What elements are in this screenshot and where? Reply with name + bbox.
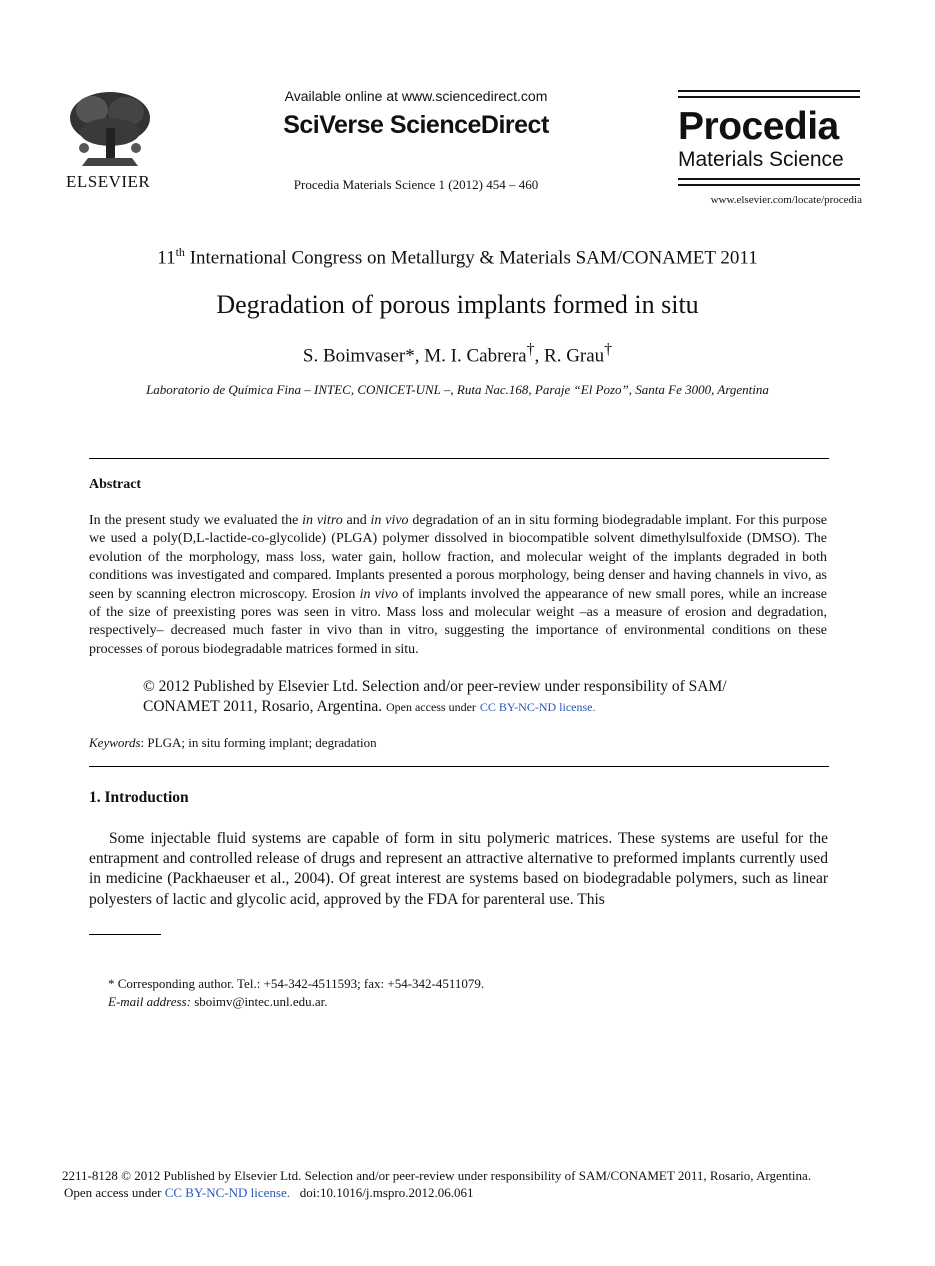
- doi-text[interactable]: doi:10.1016/j.mspro.2012.06.061: [299, 1185, 474, 1200]
- abstract-text: degradation of an in situ forming biodegradable implant. For this purpose we used a poly(D,L-lactide-co-glycolide) (PLGA) polymer dissolved in biocompatible solvent dimethylsulfoxide (DMSO). The evolution of the morphology, mass loss, water gain, hollow fraction, and molecular weight of the implants degraded in both conditions was investigated and compared. Implants presented a porous morphology, being denser and having channels in vivo, as seen by scanning electron microscopy. Erosion: [89, 513, 827, 602]
- abstract-italic: in vivo: [359, 586, 398, 602]
- footnote-email: [108, 994, 327, 1010]
- footer-issn-copyright: 2211-8128 © 2012 Published by Elsevier Ltd. Selection and/or peer-review under responsibility of SAM/CONAMET 2011, Rosario, Argentina.: [62, 1168, 812, 1183]
- elsevier-wordmark: ELSEVIER: [66, 172, 151, 191]
- footer-license-link[interactable]: CC BY-NC-ND license.: [164, 1185, 291, 1200]
- procedia-subtitle: Materials Science: [678, 148, 844, 171]
- keywords-text: : PLGA; in situ forming implant; degradation: [140, 735, 377, 750]
- congress-ordinal: th: [175, 245, 185, 259]
- keywords-label: Keywords: [89, 735, 141, 750]
- procedia-bottom-rule-2: [678, 184, 860, 186]
- footer-open-access: Open access under: [64, 1185, 162, 1200]
- copyright-notice: [143, 677, 803, 717]
- abstract-text: In the present study we evaluated the: [89, 513, 303, 528]
- available-online-text: Available online at www.sciencedirect.com: [284, 88, 548, 104]
- abstract-top-rule: [89, 458, 829, 459]
- abstract-bottom-rule: [89, 766, 829, 767]
- abstract-body: [89, 512, 827, 659]
- congress-number: 11: [157, 247, 176, 269]
- procedia-url: www.elsevier.com/locate/procedia: [710, 194, 862, 206]
- affiliation: Laboratorio de Química Fina – INTEC, CONICET-UNL –, Ruta Nac.168, Paraje “El Pozo”, Santa Fe 3000, Argentina: [146, 382, 769, 397]
- footnote-corresponding-author: * Corresponding author. Tel.: +54-342-4511593; fax: +54-342-4511079.: [108, 976, 485, 991]
- procedia-logo: [678, 90, 860, 186]
- journal-reference: Procedia Materials Science 1 (2012) 454 – 460: [293, 177, 539, 192]
- sciverse-sciencedirect-logo: SciVerse ScienceDirect: [283, 111, 549, 139]
- congress-name: [0, 245, 915, 269]
- dagger-mark: †: [604, 341, 613, 358]
- license-link[interactable]: CC BY-NC-ND license.: [479, 700, 596, 714]
- footer-license-doi: [64, 1185, 473, 1201]
- congress-title: International Congress on Metallurgy & Materials SAM/CONAMET 2011: [184, 247, 758, 269]
- footnote-rule: [89, 934, 161, 935]
- abstract-italic: in vitro: [302, 513, 343, 528]
- abstract-italic: in vivo: [370, 513, 409, 528]
- section-heading-introduction: 1. Introduction: [89, 789, 189, 806]
- keywords: [89, 735, 377, 751]
- author-list: [0, 341, 915, 367]
- authors-last: , R. Grau: [534, 345, 605, 367]
- abstract-text: and: [342, 513, 371, 528]
- procedia-name: Procedia: [678, 105, 839, 148]
- procedia-top-rule-2: [678, 96, 860, 98]
- paper-title: Degradation of porous implants formed in situ: [216, 290, 699, 319]
- dagger-mark: †: [526, 341, 535, 358]
- email-label: E-mail address:: [108, 994, 191, 1009]
- authors-first: S. Boimvaser*, M. I. Cabrera: [302, 345, 527, 367]
- introduction-paragraph: Some injectable fluid systems are capable of form in situ polymeric matrices. These systems are useful for the entrapment and controlled release of drugs and represent an attractive alternative to preformed implants currently used in medicine (Packhaeuser et al., 2004). Of great interest are systems based on biodegradable polymers, such as linear polyesters of lactic and glycolic acid, approved by the FDA for parenteral use. This: [89, 830, 828, 908]
- procedia-top-rule: [678, 90, 860, 92]
- abstract-heading: Abstract: [89, 477, 142, 492]
- abstract-text: of implants involved the appearance of new small pores, while an increase of the size of preexisting pores was seen in vitro. Mass loss and molecular weight –as a measure of erosion and degradation, respectively– decreased much faster in vivo than in vitro, suggesting the importance of environmental conditions on these processes of porous biodegradable matrices formed in situ.: [89, 586, 827, 657]
- open-access-label: Open access under: [385, 700, 476, 714]
- procedia-bottom-rule: [678, 178, 860, 180]
- email-address[interactable]: sboimv@intec.unl.edu.ar.: [190, 994, 328, 1009]
- copyright-text: © 2012 Published by Elsevier Ltd. Selection and/or peer-review under responsibility of SAM/ CONAMET 2011, Rosario, Argentina.: [143, 678, 727, 715]
